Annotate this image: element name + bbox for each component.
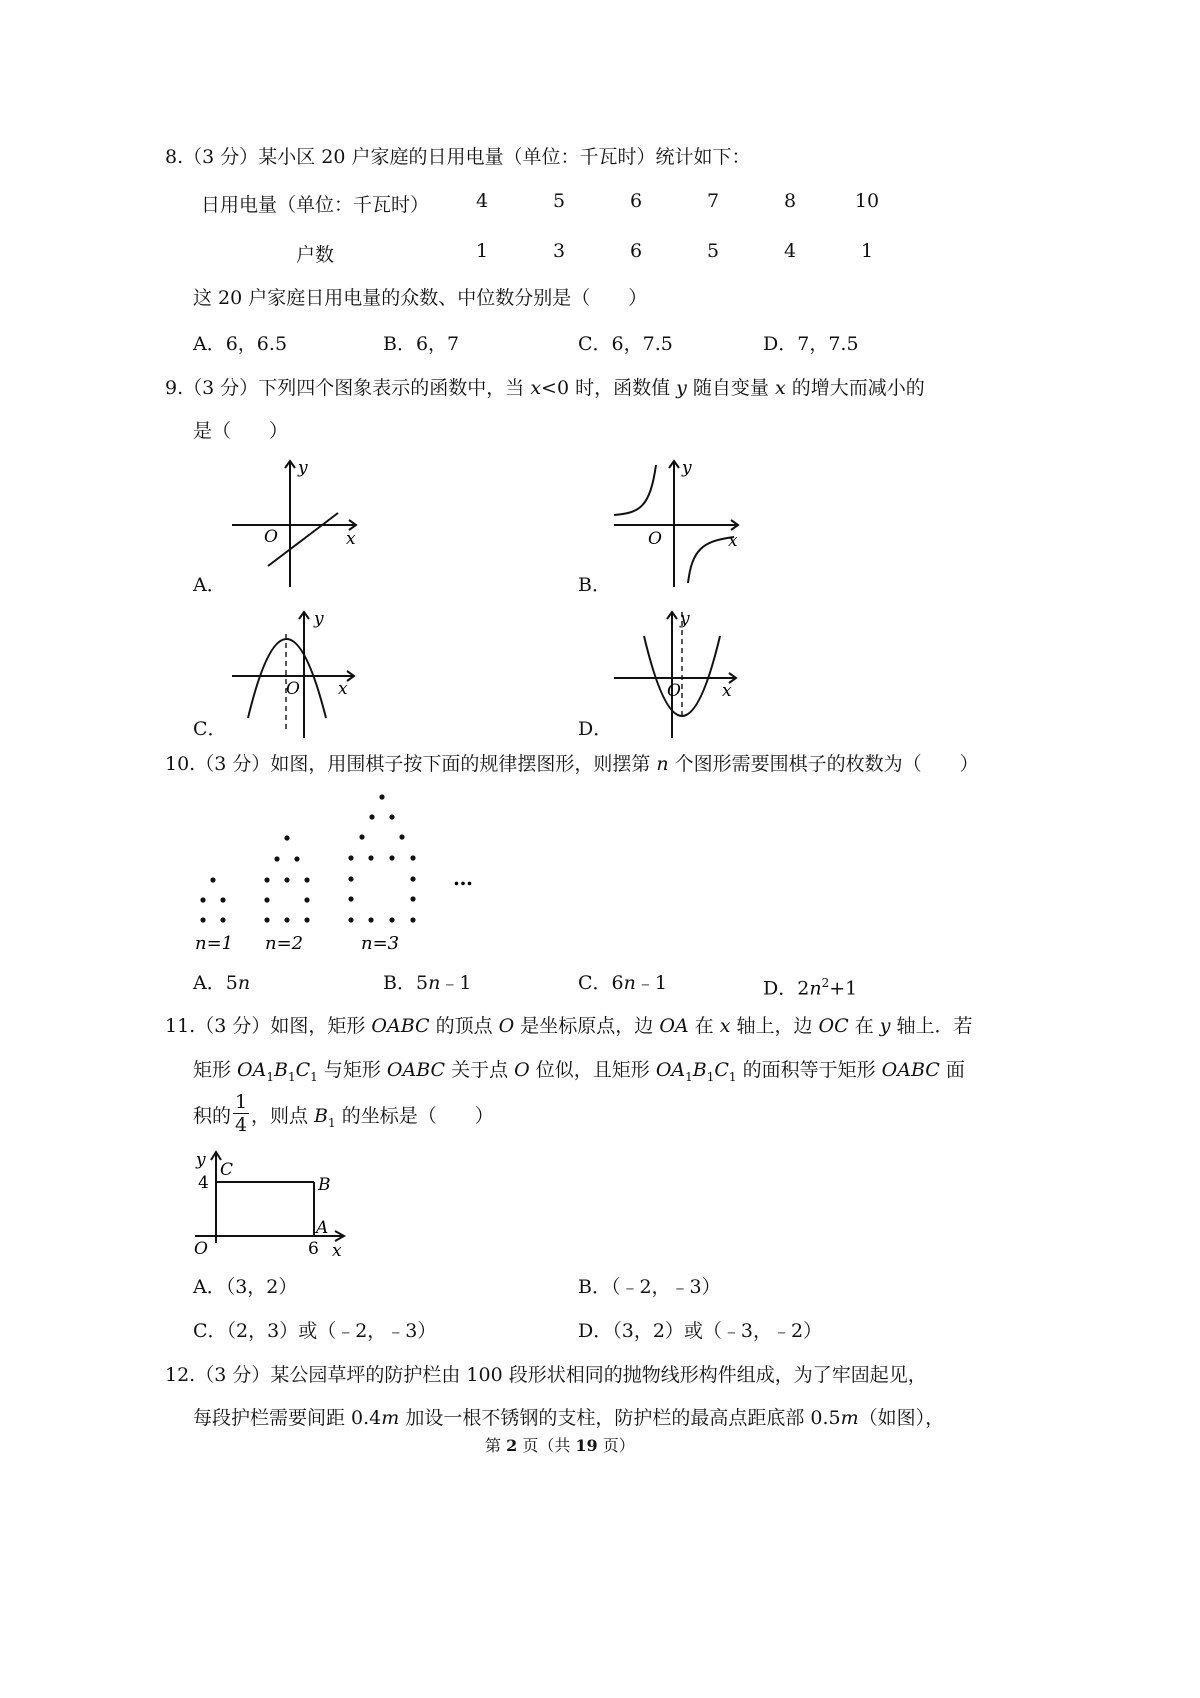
q10-pattern-n2 [264,835,309,922]
x-label: x [722,681,732,701]
q10-option-a[interactable]: A．5n [193,972,251,994]
q8-cell: 6 [629,190,643,212]
page-footer: 第 2 页（共 19 页） [485,1436,635,1455]
q8-cell: 6 [629,240,643,262]
q8-cell: 5 [706,240,720,262]
q11-line3-a: 积的 [193,1105,232,1127]
q11-option-d[interactable]: D．（3，2）或（﹣3，﹣2） [578,1320,823,1342]
origin-label: O [667,681,681,701]
y-label: y [196,1150,206,1170]
q8-cell: 4 [475,190,489,212]
y-label: y [314,609,324,629]
tick-6-label: 6 [308,1239,319,1259]
q11-option-b[interactable]: B．（﹣2，﹣3） [578,1276,721,1298]
q9-graph-d [610,606,770,746]
x-label: x [332,1241,342,1261]
origin-label: O [648,529,662,549]
q8-option-c[interactable]: C．6，7.5 [578,333,673,355]
line-curve [268,513,338,566]
q11-fraction: $\frac{1}{4}$ [234,1091,248,1136]
q9-option-b[interactable]: B． [578,574,611,596]
q8-row2-label: 户数 [296,244,335,266]
q11-figure [190,1148,360,1260]
hyperbola-left-branch [614,465,656,515]
origin-label: O [194,1239,208,1259]
point-a-label: A [316,1218,329,1238]
q10-stem: 10.（3 分）如图，用围棋子按下面的规律摆图形，则摆第 n 个图形需要围棋子的枚数为（ ） [165,753,979,775]
q9-option-c[interactable]: C． [193,718,227,740]
q10-label-n2: n=2 [265,933,304,954]
q11-option-c[interactable]: C．（2，3）或（﹣2，﹣3） [193,1320,437,1342]
q8-cell: 3 [552,240,566,262]
q8-option-d[interactable]: D．7，7.5 [763,333,859,355]
q8-cell: 7 [706,190,720,212]
q11-line2: 矩形 $OA_1B_1C_1$ 与矩形 OABC 关于点 O 位似，且矩形 $OA_1B_1C_1$ 的面积等于矩形 OABC 面 [193,1059,965,1084]
q8-cell: 10 [854,190,880,212]
q10-pattern-n3 [348,794,415,922]
q10-ellipsis: … [453,866,473,890]
q9-option-d[interactable]: D． [578,718,613,740]
origin-label: O [286,679,300,699]
x-label: x [346,529,356,549]
q8-cell: 1 [860,240,874,262]
point-b-label: B [318,1175,331,1195]
q8-option-b[interactable]: B．6，7 [383,333,460,355]
q10-option-d[interactable]: D．$2n^2+1$ [763,976,858,1000]
q8-question: 这 20 户家庭日用电量的众数、中位数分别是（ ） [193,287,648,309]
q8-cell: 1 [475,240,489,262]
q9-graph-b [610,455,770,595]
q8-cell: 5 [552,190,566,212]
point-c-label: C [220,1160,234,1180]
q10-figure [195,792,495,962]
q8-option-a[interactable]: A．6，6.5 [193,333,288,355]
x-label: x [728,531,738,551]
q9-graph-a [228,455,388,595]
x-label: x [338,679,348,699]
q11-option-a[interactable]: A．（3，2） [193,1276,298,1298]
q8-cell: 4 [783,240,797,262]
tick-4-label: 4 [198,1173,209,1193]
q12-line1: 12.（3 分）某公园草坪的防护栏由 100 段形状相同的抛物线形构件组成，为了牢固起见， [165,1364,927,1386]
origin-label: O [264,527,278,547]
q8-cell: 8 [783,190,797,212]
q10-label-n1: n=1 [195,933,234,954]
y-label: y [682,458,692,478]
q10-label-n3: n=3 [361,933,400,954]
y-label: y [298,458,308,478]
q10-option-b[interactable]: B．5n﹣1 [383,972,472,994]
y-label: y [680,609,690,629]
q9-graph-c [228,606,388,746]
q11-line3-b: ，则点 $B_1$ 的坐标是（ ） [251,1105,494,1130]
q9-option-a[interactable]: A． [193,574,226,596]
q11-line1: 11.（3 分）如图，矩形 OABC 的顶点 O 是坐标原点，边 OA 在 x 轴上，边 OC 在 y 轴上．若 [165,1015,973,1037]
q8-row1-label: 日用电量（单位：千瓦时） [201,194,430,216]
q12-line2: 每段护栏需要间距 0.4m 加设一根不锈钢的支柱，防护栏的最高点距底部 0.5m（如图）， [193,1407,945,1429]
q9-stem-line2: 是（ ） [193,420,289,442]
q10-pattern-n1 [200,877,225,922]
q9-stem: 9.（3 分）下列四个图象表示的函数中，当 x<0 时，函数值 y 随自变量 x 的增大而减小的 [165,377,925,399]
q8-stem: 8.（3 分）某小区 20 户家庭的日用电量（单位：千瓦时）统计如下： [165,146,751,168]
q10-option-c[interactable]: C．6n﹣1 [578,972,667,994]
